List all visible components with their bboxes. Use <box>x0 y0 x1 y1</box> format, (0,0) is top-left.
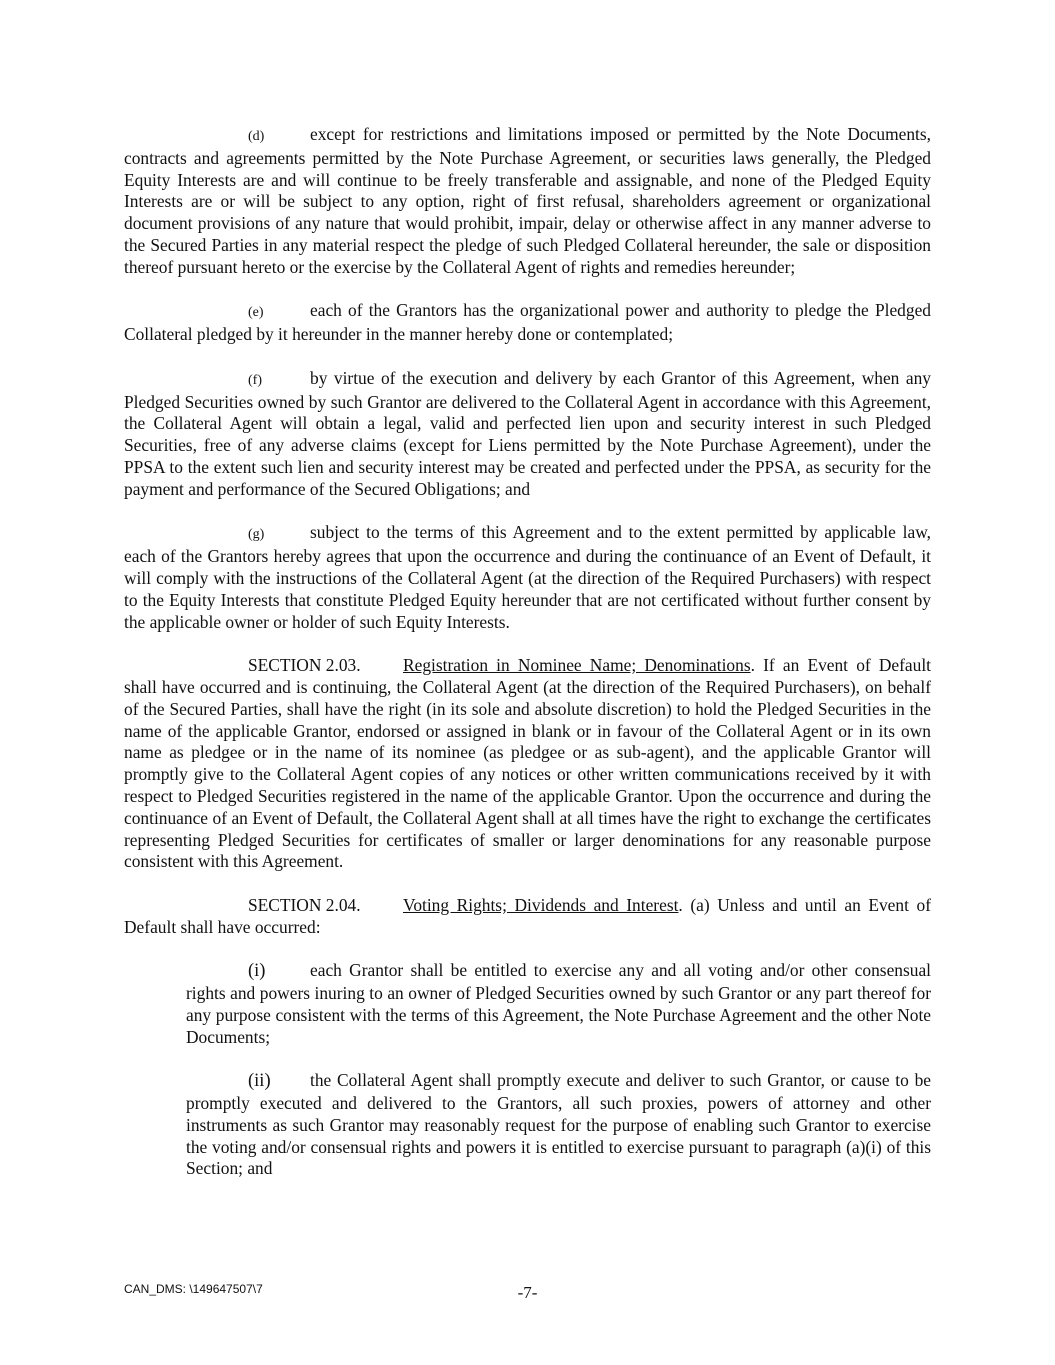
paragraph-text: each of the Grantors has the organizational power and authority to pledge the Pledged Collateral pledged by it hereunder in the manner hereby done or contemplated; <box>124 300 931 345</box>
paragraph-marker: (g) <box>248 527 265 543</box>
section-heading: Voting Rights; Dividends and Interest <box>403 894 679 915</box>
paragraph-g <box>124 522 931 633</box>
subparagraph-text: the Collateral Agent shall promptly execute and deliver to such Grantor, or cause to be promptly executed and delivered to the Grantors, all such proxies, powers of attorney and other instruments as such Grantor may reasonably request for the purpose of enabling such Grantor to exercise the voting and/or consensual rights and powers it is entitled to exercise pursuant to paragraph (a)(i) of this Section; and <box>186 1070 931 1179</box>
section-2-04 <box>124 895 931 939</box>
paragraph-text: by virtue of the execution and delivery by each Grantor of this Agreement, when any Pledged Securities owned by such Grantor are delivered to the Collateral Agent in accordance with this Agreement, the Collateral Agent will obtain a legal, valid and perfected lien upon and security interest in such Pledged Securities, free of any adverse claims (except for Liens permitted by the Note Purchase Agreement), under the PPSA to the extent such lien and security interest may be created and perfected under the PPSA, as security for the payment and performance of the Secured Obligations; and <box>124 367 931 499</box>
subparagraph-marker: (ii) <box>248 1071 271 1092</box>
paragraph-text: except for restrictions and limitations imposed or permitted by the Note Documents, contracts and agreements permitted by the Note Purchase Agreement, or securities laws generally, the Pledged Equity Interests are and will continue to be freely transferable and assignable, and none of the Pledged Equity Interests are or will be subject to any option, right of first refusal, shareholders agreement or organizational document provisions of any nature that would prohibit, impair, delay or otherwise affect in any manner adverse to the Secured Parties in any material respect the pledge of such Pledged Collateral hereunder, the sale or disposition thereof pursuant hereto or the exercise by the Collateral Agent of rights and remedies hereunder; <box>124 124 931 277</box>
section-number: SECTION 2.03. <box>248 655 361 676</box>
section-text: . (a) Unless and until an Event of Default shall have occurred: <box>124 894 931 937</box>
paragraph-f <box>124 368 931 501</box>
section-2-03 <box>124 655 931 873</box>
subparagraph-marker: (i) <box>248 961 266 982</box>
footer-doc-id: CAN_DMS: \149647507\7 <box>124 1282 263 1296</box>
section-text: . If an Event of Default shall have occurred and is continuing, the Collateral Agent (at the direction of the Required Purchasers), on behalf of the Secured Parties, shall have the right (in its sole and absolute discretion) to hold the Pledged Securities in the name of the applicable Grantor, endorsed or assigned in blank or in favour of the Collateral Agent or in its own name as pledgee or in the name of its nominee (as pledgee or as sub-agent), and the applicable Grantor will promptly give to the Collateral Agent copies of any notices or other written communications received by it with respect to Pledged Securities registered in the name of the applicable Grantor. Upon the occurrence and during the continuance of an Event of Default, the Collateral Agent shall at all times have the right to exchange the certificates representing Pledged Securities for certificates of smaller or larger denominations for any reasonable purpose consistent with this Agreement. <box>124 655 931 872</box>
paragraph-marker: (e) <box>248 305 264 321</box>
document-body <box>124 124 931 1202</box>
section-heading: Registration in Nominee Name; Denominations <box>403 655 751 676</box>
paragraph-e <box>124 300 931 346</box>
paragraph-marker: (d) <box>248 129 265 144</box>
subparagraph-i <box>186 960 931 1048</box>
paragraph-marker: (f) <box>248 372 262 388</box>
section-number: SECTION 2.04. <box>248 894 361 915</box>
paragraph-text: subject to the terms of this Agreement and to the extent permitted by applicable law, each of the Grantors hereby agrees that upon the occurrence and during the continuance of an Event of Default, it will comply with the instructions of the Collateral Agent (at the direction of the Required Purchasers) with respect to the Equity Interests that constitute Pledged Equity hereunder that are not certificated without further consent by the applicable owner or holder of such Equity Interests. <box>124 522 931 632</box>
subparagraph-text: each Grantor shall be entitled to exercise any and all voting and/or other consensual rights and powers inuring to an owner of Pledged Securities owned by such Grantor or any part thereof for any purpose consistent with the terms of this Agreement, the Note Purchase Agreement and the other Note Documents; <box>186 960 931 1047</box>
footer-page-number: -7- <box>517 1283 538 1302</box>
subparagraph-ii <box>186 1070 931 1180</box>
paragraph-d <box>124 124 931 279</box>
